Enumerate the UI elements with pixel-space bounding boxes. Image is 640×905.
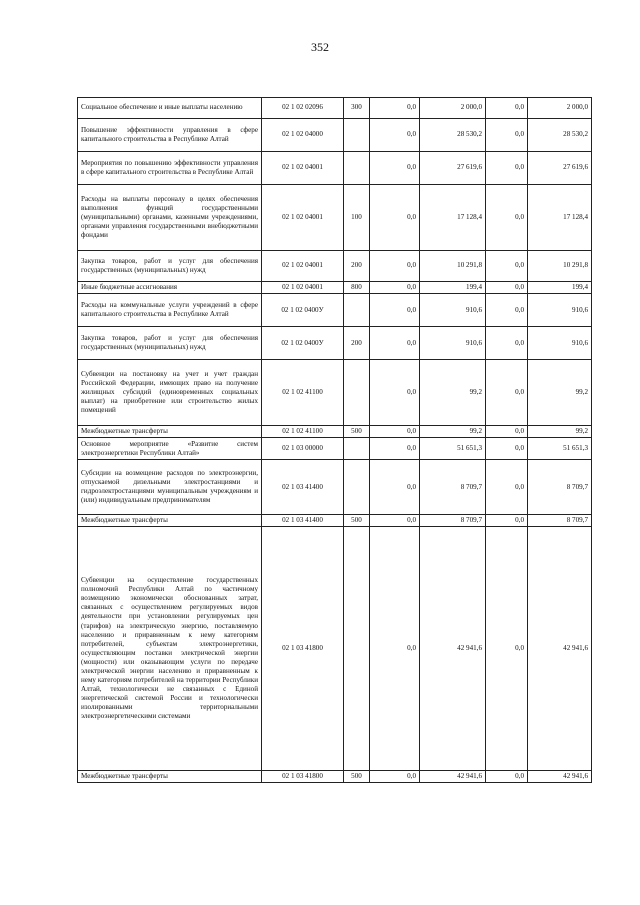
row-code: 02 1 03 41800 bbox=[262, 527, 344, 771]
row-value-4: 27 619,6 bbox=[528, 152, 592, 185]
row-code: 02 1 02 04001 bbox=[262, 282, 344, 294]
table-row bbox=[78, 251, 592, 282]
table-row bbox=[78, 527, 592, 771]
row-value-1: 0,0 bbox=[370, 460, 420, 515]
row-name: Расходы на коммунальные услуги учреждений в сфере капитального строительства в Республике Алтай bbox=[78, 294, 262, 327]
row-value-3: 0,0 bbox=[486, 327, 528, 360]
row-expense-type: 200 bbox=[344, 327, 370, 360]
row-code: 02 1 02 0400У bbox=[262, 294, 344, 327]
row-value-3: 0,0 bbox=[486, 282, 528, 294]
row-value-3: 0,0 bbox=[486, 185, 528, 251]
row-expense-type bbox=[344, 438, 370, 460]
row-expense-type: 100 bbox=[344, 185, 370, 251]
row-code: 02 1 03 00000 bbox=[262, 438, 344, 460]
table-row bbox=[78, 98, 592, 119]
row-value-3: 0,0 bbox=[486, 152, 528, 185]
table-row bbox=[78, 119, 592, 152]
row-value-4: 28 530,2 bbox=[528, 119, 592, 152]
table-row bbox=[78, 515, 592, 527]
row-value-3: 0,0 bbox=[486, 515, 528, 527]
row-value-4: 910,6 bbox=[528, 294, 592, 327]
row-value-4: 99,2 bbox=[528, 426, 592, 438]
table-row bbox=[78, 426, 592, 438]
row-value-2: 51 651,3 bbox=[420, 438, 486, 460]
row-name: Межбюджетные трансферты bbox=[78, 426, 262, 438]
row-code: 02 1 03 41400 bbox=[262, 460, 344, 515]
row-name: Закупка товаров, работ и услуг для обеспечения государственных (муниципальных) нужд bbox=[78, 327, 262, 360]
row-name: Закупка товаров, работ и услуг для обеспечения государственных (муниципальных) нужд bbox=[78, 251, 262, 282]
row-expense-type bbox=[344, 152, 370, 185]
row-value-3: 0,0 bbox=[486, 771, 528, 783]
row-value-2: 42 941,6 bbox=[420, 771, 486, 783]
budget-table-body bbox=[78, 98, 592, 783]
row-value-2: 99,2 bbox=[420, 360, 486, 426]
row-value-4: 42 941,6 bbox=[528, 527, 592, 771]
row-value-2: 42 941,6 bbox=[420, 527, 486, 771]
row-expense-type: 500 bbox=[344, 771, 370, 783]
row-value-4: 42 941,6 bbox=[528, 771, 592, 783]
row-value-1: 0,0 bbox=[370, 185, 420, 251]
row-expense-type bbox=[344, 460, 370, 515]
row-value-2: 910,6 bbox=[420, 294, 486, 327]
row-value-3: 0,0 bbox=[486, 119, 528, 152]
table-row bbox=[78, 438, 592, 460]
row-expense-type: 500 bbox=[344, 426, 370, 438]
row-expense-type: 200 bbox=[344, 251, 370, 282]
row-value-4: 2 000,0 bbox=[528, 98, 592, 119]
row-value-1: 0,0 bbox=[370, 771, 420, 783]
row-name: Социальное обеспечение и иные выплаты населению bbox=[78, 98, 262, 119]
row-code: 02 1 03 41800 bbox=[262, 771, 344, 783]
row-value-4: 17 128,4 bbox=[528, 185, 592, 251]
row-code: 02 1 02 41100 bbox=[262, 426, 344, 438]
row-value-3: 0,0 bbox=[486, 527, 528, 771]
row-value-4: 10 291,8 bbox=[528, 251, 592, 282]
row-value-2: 8 709,7 bbox=[420, 515, 486, 527]
row-value-1: 0,0 bbox=[370, 426, 420, 438]
row-value-1: 0,0 bbox=[370, 152, 420, 185]
row-value-4: 8 709,7 bbox=[528, 460, 592, 515]
row-value-2: 27 619,6 bbox=[420, 152, 486, 185]
row-name: Субвенции на осуществление государственных полномочий Республики Алтай по частичному возмещению экономически обоснованных затрат, связанных с осуществлением регулируемых видов деятельности при установлении регулируемых цен (тарифов) на электрическую энергию, поставляемую населению и приравненным к нему категориям потребителей, субъектам электроэнергетики, осуществляющим поставки электрической энергии (мощности) или оказывающим услуги по передаче электрической энергии населению и приравненным к нему категориям потребителей на территории Республики Алтай, технологически не связанных с Единой энергетической системой России и технологически изолированными территориальными электроэнергетическими системами bbox=[78, 527, 262, 771]
table-row bbox=[78, 152, 592, 185]
row-name: Субвенции на постановку на учет и учет граждан Российской Федерации, имеющих право на получение жилищных субсидий (единовременных социальных выплат) на приобретение или строительство жилых помещений bbox=[78, 360, 262, 426]
row-code: 02 1 02 04001 bbox=[262, 152, 344, 185]
row-value-4: 199,4 bbox=[528, 282, 592, 294]
table-row bbox=[78, 327, 592, 360]
row-code: 02 1 02 04001 bbox=[262, 185, 344, 251]
row-name: Иные бюджетные ассигнования bbox=[78, 282, 262, 294]
row-value-4: 99,2 bbox=[528, 360, 592, 426]
row-value-1: 0,0 bbox=[370, 360, 420, 426]
budget-table bbox=[77, 97, 592, 783]
row-value-1: 0,0 bbox=[370, 251, 420, 282]
row-value-1: 0,0 bbox=[370, 327, 420, 360]
row-value-3: 0,0 bbox=[486, 360, 528, 426]
row-code: 02 1 02 04000 bbox=[262, 119, 344, 152]
row-value-4: 51 651,3 bbox=[528, 438, 592, 460]
row-value-2: 910,6 bbox=[420, 327, 486, 360]
row-value-4: 8 709,7 bbox=[528, 515, 592, 527]
row-value-3: 0,0 bbox=[486, 460, 528, 515]
row-value-1: 0,0 bbox=[370, 527, 420, 771]
row-value-3: 0,0 bbox=[486, 98, 528, 119]
row-value-2: 8 709,7 bbox=[420, 460, 486, 515]
row-value-1: 0,0 bbox=[370, 438, 420, 460]
row-code: 02 1 02 41100 bbox=[262, 360, 344, 426]
row-value-1: 0,0 bbox=[370, 515, 420, 527]
row-expense-type bbox=[344, 119, 370, 152]
row-expense-type bbox=[344, 527, 370, 771]
row-expense-type: 300 bbox=[344, 98, 370, 119]
row-expense-type: 500 bbox=[344, 515, 370, 527]
row-expense-type: 800 bbox=[344, 282, 370, 294]
row-value-2: 99,2 bbox=[420, 426, 486, 438]
row-value-1: 0,0 bbox=[370, 119, 420, 152]
row-name: Межбюджетные трансферты bbox=[78, 515, 262, 527]
row-name: Основное мероприятие «Развитие систем электроэнергетики Республики Алтай» bbox=[78, 438, 262, 460]
table-row bbox=[78, 185, 592, 251]
row-value-1: 0,0 bbox=[370, 98, 420, 119]
table-row bbox=[78, 460, 592, 515]
row-value-3: 0,0 bbox=[486, 426, 528, 438]
row-value-2: 199,4 bbox=[420, 282, 486, 294]
table-row bbox=[78, 360, 592, 426]
row-value-3: 0,0 bbox=[486, 251, 528, 282]
row-value-3: 0,0 bbox=[486, 438, 528, 460]
row-value-4: 910,6 bbox=[528, 327, 592, 360]
row-code: 02 1 02 02096 bbox=[262, 98, 344, 119]
table-row bbox=[78, 282, 592, 294]
table-row bbox=[78, 771, 592, 783]
row-value-1: 0,0 bbox=[370, 282, 420, 294]
row-code: 02 1 02 0400У bbox=[262, 327, 344, 360]
row-value-2: 17 128,4 bbox=[420, 185, 486, 251]
row-name: Повышение эффективности управления в сфере капитального строительства в Республике Алтай bbox=[78, 119, 262, 152]
row-name: Субсидии на возмещение расходов по электроэнергии, отпускаемой дизельными электростанциями и гидроэлектростанциями муниципальным учреждениям и (или) индивидуальным предпринимателям bbox=[78, 460, 262, 515]
row-value-1: 0,0 bbox=[370, 294, 420, 327]
row-name: Расходы на выплаты персоналу в целях обеспечения выполнения функций государственными (муниципальными) органами, казенными учреждениями, органами управления государственными внебюджетными фондами bbox=[78, 185, 262, 251]
row-code: 02 1 02 04001 bbox=[262, 251, 344, 282]
row-expense-type bbox=[344, 360, 370, 426]
row-name: Мероприятия по повышению эффективности управления в сфере капитального строительства в Республике Алтай bbox=[78, 152, 262, 185]
row-value-2: 28 530,2 bbox=[420, 119, 486, 152]
row-name: Межбюджетные трансферты bbox=[78, 771, 262, 783]
row-value-3: 0,0 bbox=[486, 294, 528, 327]
row-value-2: 10 291,8 bbox=[420, 251, 486, 282]
row-value-2: 2 000,0 bbox=[420, 98, 486, 119]
row-expense-type bbox=[344, 294, 370, 327]
page-number: 352 bbox=[311, 40, 329, 54]
table-row bbox=[78, 294, 592, 327]
row-code: 02 1 03 41400 bbox=[262, 515, 344, 527]
